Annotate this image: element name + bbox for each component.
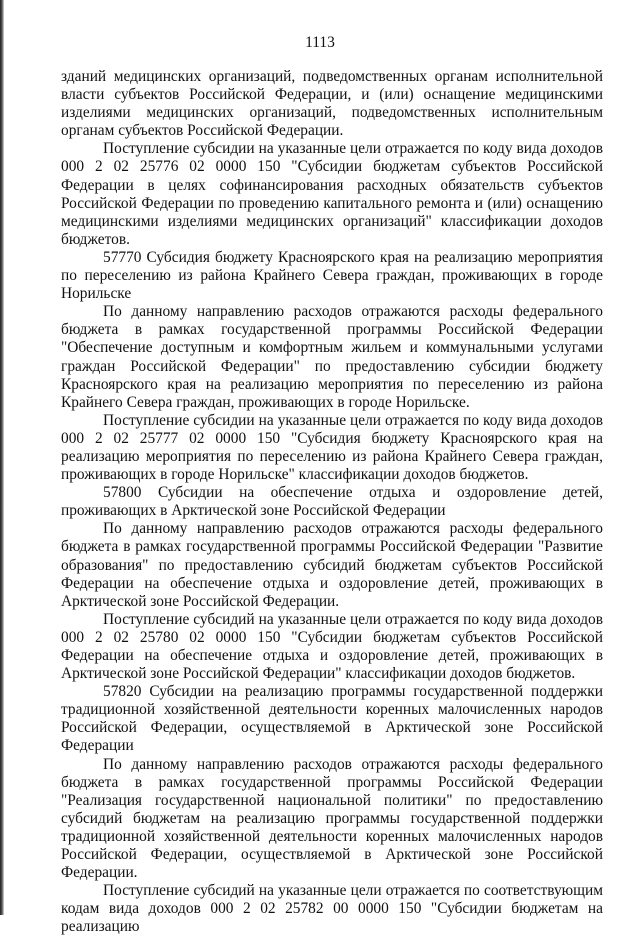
paragraph-revenue-code-25776: Поступление субсидии на указанные цели отражается по коду вида доходов 000 2 02 25776 02 0000 150 "Субсидии бюджетам субъектов Российской Федерации в целях софинансирования расходных обязательств субъектов Российской Федерации по проведению капитального ремонта и (или) оснащению медицинскими изделиями медицинских организаций" классификации доходов бюджетов. [61, 140, 603, 248]
heading-57800: 57800 Субсидии на обеспечение отдыха и оздоровление детей, проживающих в Арктической зоне Российской Федерации [61, 484, 603, 520]
scan-edge [0, 0, 4, 915]
paragraph-expenses-57800: По данному направлению расходов отражаются расходы федерального бюджета в рамках государственной программы Российской Федерации "Развитие образования" по предоставлению субсидий бюджетам субъектов Российской Федерации на обеспечение отдыха и оздоровление детей, проживающих в Арктической зоне Российской Федерации. [61, 520, 603, 610]
paragraph-expenses-57770: По данному направлению расходов отражаются расходы федерального бюджета в рамках государственной программы Российской Федерации "Обеспечение доступным и комфортным жильем и коммунальными услугами граждан Российской Федерации" по предоставлению субсидии бюджету Красноярского края на реализацию мероприятия по переселению из района Крайнего Севера граждан, проживающих в городе Норильске. [61, 303, 603, 411]
paragraph-revenue-code-25782: Поступление субсидий на указанные цели отражается по соответствующим кодам вида доходов 000 2 02 25782 00 0000 150 "Субсидии бюджетам на реализацию [61, 882, 603, 936]
paragraph-revenue-code-25777: Поступление субсидии на указанные цели отражается по коду вида доходов 000 2 02 25777 02 0000 150 "Субсидия бюджету Красноярского края на реализацию мероприятия по переселению из района Крайнего Севера граждан, проживающих в городе Норильске" классификации доходов бюджетов. [61, 411, 603, 484]
document-body [61, 68, 603, 937]
paragraph-continuation: зданий медицинских организаций, подведомственных органам исполнительной власти субъектов Российской Федерации, и (или) оснащение медицинскими изделиями медицинских организаций, подведомственных исполнительным органам субъектов Российской Федерации. [61, 68, 603, 140]
page-number: 1113 [305, 34, 335, 51]
heading-57820: 57820 Субсидии на реализацию программы государственной поддержки традиционной хозяйственной деятельности коренных малочисленных народов Российской Федерации, осуществляемой в Арктической зоне Российской Федерации [61, 683, 603, 755]
paragraph-expenses-57820: По данному направлению расходов отражаются расходы федерального бюджета в рамках государственной программы Российской Федерации "Реализация государственной национальной политики" по предоставлению субсидий бюджетам на реализацию программы государственной поддержки традиционной хозяйственной деятельности коренных малочисленных народов Российской Федерации, осуществляемой в Арктической зоне Российской Федерации. [61, 755, 603, 882]
heading-57770: 57770 Субсидия бюджету Красноярского края на реализацию мероприятия по переселению из района Крайнего Севера граждан, проживающих в городе Норильске [61, 248, 603, 303]
paragraph-revenue-code-25780: Поступление субсидий на указанные цели отражается по коду вида доходов 000 2 02 25780 02 0000 150 "Субсидии бюджетам субъектов Российской Федерации на обеспечение отдыха и оздоровление детей, проживающих в Арктической зоне Российской Федерации" классификации доходов бюджетов. [61, 610, 603, 683]
